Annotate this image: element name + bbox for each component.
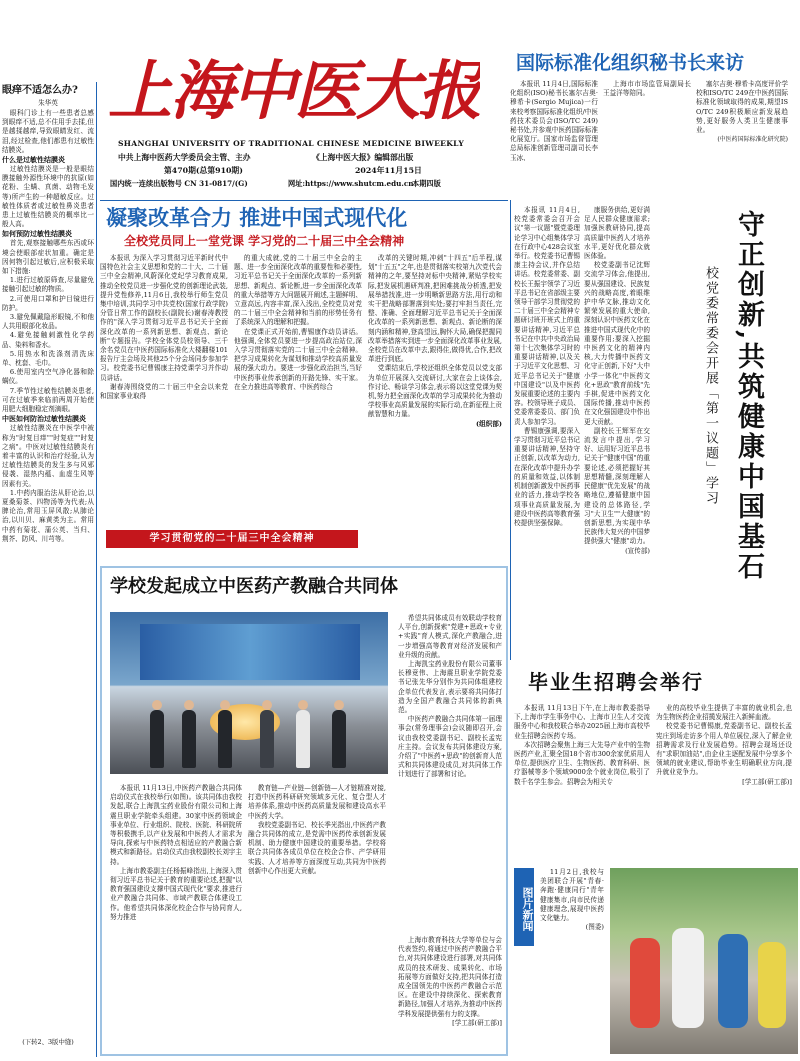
masthead-website: 网址:https://www.shutcm.edu.cn <box>288 179 414 188</box>
article-source: (图委) <box>585 923 604 932</box>
article-body: 本报讯 11月4日,国际标准化组织(ISO)秘书长塞尔吉奥·穆希卡(Sergio Mujica)一行来校考察国际标准化组织/中医药技术委员会(ISO/TC 249)秘书处,并参观中医药国际标准化展览厅。国家市场监督管理总局标准创新管理司副司长李玉冰、 <box>510 80 598 162</box>
masthead <box>100 48 480 200</box>
job-fair-article <box>514 664 800 864</box>
article-body: 本报讯 为深入学习贯彻习近平新时代中国特色社会主义思想和党的二十大、二十届三中全会精神,风蔚深化党纪学习教育成果,推动全校党员进一步强化党的创新理论武装,提升党性修养,11月6日,我校举行师生党员集中培训,共同学习中共党校(国家行政学院)分管日常工作的副校长(副院长)谢春涛教授作的"深入学习贯彻习近平总书记关于全面深化改革的一系列新思想、新观点、新论断"专题报告。学校全体党员校领导、三千余名党员在中医药国际标准化大楼翻楼101报告厅主会场及其他25个分会场同步参加学习。校党委书记曹锡康主持党课学习并作动员讲话。 <box>100 254 228 382</box>
masthead-pages: 本期四版 <box>412 179 441 188</box>
article-body: 本报讯 11月4日,校党委常委会召开会议"第一议题"暨党委理论学习中心组集体学习在行政中心428会议室举行。校党委书记曹锡康主持会议,并作总结讲话。校党委常委、副校长王振宇领学了习近平总书记在省部级主要领导干部学习贯彻党的二十届三中全会精神专题研讨班开班式上的重要讲话精神,习近平总书记在中共中央政治局第十七次集体学习时的重要讲话精神,以及关于习近平文化思想、习近平总书记关于"健康中国建设"以及中医药发展重要论述的主要内容。校领导班子成员、党委常委委员、部门负责人参加学习。 <box>514 206 580 426</box>
runner <box>758 942 786 1028</box>
column-author: 朱华英 <box>38 99 58 107</box>
article-body: 曹锡康强调,要深入学习贯彻习近平总书记重要讲话精神,坚持守正创新,以改革为动力,在深化改革中提升办学的质量和效益,以体制机制创新激发中医药事业的活力,推动学校各项事业高质量发展,为建设中医药高等教育强校提供坚强保障。 <box>514 426 580 527</box>
article-body: 业的高校毕业生提供了丰富的就业机会,也为生物医药企业招揽发展注入新鲜血液。 <box>656 704 792 722</box>
column-para: 眼科门诊上有一些患者总感到眼痒不适,总不住用手去揉,但是越揉越痒,导致眼睛发红、流泪,经过检查,他们都患有过敏性结膜炎。 <box>2 109 94 154</box>
article-source: (宣传部) <box>625 546 650 555</box>
article-headline: 学校发起成立中医药产教融合共同体 <box>110 576 398 597</box>
runners-photo <box>610 868 798 1054</box>
section-divider <box>510 200 511 660</box>
vertical-subheadline: 校党委常委会开展「第一议题」学习 <box>703 266 718 506</box>
column-title: 眼痒不适怎么办? <box>2 85 78 96</box>
masthead-cn: 国内统一连续出版物号 CN 31-0817/(G) <box>110 179 248 188</box>
article-source: [学工部(研工部)] <box>742 777 792 786</box>
community-article <box>100 566 508 1056</box>
article-source: (组织部) <box>475 419 502 428</box>
column-list-item: 6.使用室内空气净化器和除螨仪。 <box>2 368 94 386</box>
column-subhead: 如何预防过敏性结膜炎 <box>2 229 72 239</box>
picture-news <box>514 868 800 1056</box>
column-list-item: 7.季节性过敏性结膜炎患者,可在过敏季来临前两周开始使用肥大细胞稳定剂滴眼。 <box>2 386 94 414</box>
person <box>296 710 310 768</box>
article-body: 本报讯 11月13日,中医药产教融合共同体启动仪式在我校举行(如图)。该共同体由我校发起,联合上海凯宝药业股份有限公司和上海震旦职业学院牵头组建。30家中医药领域企事业单位、行业组织、院校、医院、科研院所等积极携手,以产业发展和中医药人才需求为导向,探索与中医药特点相适应的产教融合新模式和新路径。启动仪式由我校副校长刘宇主持。 <box>110 784 242 866</box>
article-body: 在党课正式开始前,曹锡康作动员讲话。他强调,全体党员要进一步提高政治站位,深入学习贯彻落实党的二十届三中全会精神。把学习成果转化为谋划和推动学校高质量发展的强大动力。要进一步强化政治担当,当好中医药事业传承创新的开路先锋、实干家。在全力推进高等教育、中医药综合 <box>234 327 362 391</box>
article-headline: 凝聚改革合力 推进中国式现代化 <box>106 205 408 230</box>
article-body: 11月2日,我校与美团联合开展"青春·奔跑·健康同行"青年健康集市,向市民传递健康理念,展现中医药文化魅力。 <box>540 868 604 923</box>
column-subhead: 什么是过敏性结膜炎 <box>2 155 65 165</box>
article-body: 本次招聘会聚焦上海三大先导产业中的生物医药产业,汇聚全国18个省市300余家优质用人单位,提供医疗卫生、生物医药、教育科研、医疗器械等多个领域9000余个就业岗位,吸引了数千名学生参会。招聘会为相关专 <box>514 740 650 786</box>
column-list-item: 5.用热水和洗涤剂清洗床单、枕套、毛巾。 <box>2 349 94 368</box>
person <box>332 710 346 768</box>
column-para: 过敏性结膜炎是一般是眼结膜接触外源性环境中的抗原(如花粉、尘螨、真菌、动物毛发等)所产生的一种超敏反应。过敏性体质者或过敏性鼻炎患者患上过敏性结膜炎的概率比一般人高。 <box>2 165 94 229</box>
article-body: 的重大成就,党的二十届三中全会的主题、进一步全面深化改革的重要性和必要性,习近平总书记关于全面深化改革的一系列新思想、新观点、新论断,进一步全面深化改革的重大举措等方大问题展开阐述,主题鲜明、立意高远,内容丰富,深入浅出,全校党员对党的二十届三中全会精神和当前的形势任务有了系统深入的理解和把握。 <box>234 254 362 327</box>
article-body: 上海市教委副主任杨振峰指出,上海深入贯彻习近平总书记关于教育的重要论述,把握"以教育强国建设支撑中国式现代化"要求,推进行业产教融合共同体、市域产教联合体建设工作。他希望共同体深化校企合作与协同育人,努力推进 <box>110 866 242 921</box>
article-body: 上海市教育科技大学等单位与会代表签约,将通过中医药产教融合平台,对共同体建设进行部署,对共同体成员的技术研发、成果转化、市场拓展等方面做好支持,把共同体打造成全国领先的中医药产教融合示范区。在建设中持续深化、探索教育新路径,加强人才培养,为推动中医药学科发展提供强有力的支撑。 <box>398 936 502 1018</box>
article-body: 改革的关键时期,冲刺"十四五"后半程,谋划"十五五"之年,也是贯彻落实校第九次党代会精神的之年,要坚持对标中央精神,紧贴学校实际,把发展机遇研判准,把困难挑战分析透,把发展举措找准,进一步明晰新思路方法,用行动和实干把战略部署落到实处;要打牢担当责任,完整、准确、全面理解习近平总书记关于全面深化改革的一系列新思想、新观点、新论断的深刻内涵和精神,登高望远,胸怀大局,确保把握同改革举措落实到进一步全面深化改革事业发展,全校党员在改革中去,跟得住,做得优,合作,把改革进行到底。 <box>368 254 502 364</box>
iso-visit-article <box>510 50 800 190</box>
article-body: 教育链—产业链—创新链—人才链精准对接,打造中医药科研研究领域多元化、复合型人才培养体系,推动中医药高质量发展和建设高水平中医药大学。 <box>248 784 386 820</box>
vertical-headline: 守正创新,共筑健康中国基石 <box>733 210 764 583</box>
person <box>182 710 196 768</box>
runner <box>672 928 704 1028</box>
masthead-date: 2024年11月15日 <box>355 166 422 175</box>
article-body: 我校党委副书记、校长季光指出,中医药产教融合共同体的成立,是党需中医药传承创新发展机制、助力健康中国建设的重要举措。学校将联合共同体各成员单位在校企合作、产学研用实践、人才培养等方面深度互动,共同为中医药创新中心作出更大贡献。 <box>248 820 386 875</box>
article-body: 校党委副书记沈辉交流学习体会,他提出,要从强国建设、民族复兴的战略高度,着眼维护中华文脉,推动文化繁荣发展的重大使命,深刻认识中医药文化在推进中国式现代化中的重要作用;要深入挖掘中医药文化的精神内核,大力传播中医药文化守正创新,下好"大中小学一体化"中医药文化+思政"教育前线"先手棋,促进中医药文化国际传播,推动中医药在文化强国建设中作出更大贡献。 <box>584 261 650 426</box>
column-para: 首先,观察接触哪些东西或环境会使眼部症状加重。确定是因何物引起过敏后,应积极采取如下措施: <box>2 239 94 276</box>
sidebar-divider <box>96 82 97 1057</box>
person <box>260 710 274 768</box>
article-source: [学工部(研工部)] <box>452 1018 502 1027</box>
column-para: 1.中药内服治法从肝论治,以夏桑菊茶、四物汤等为代表;从脾论治,常用玉屏风散;从肺论治,以川贝、麻黄类为主。常用中药有菊花、蒲公英、当归、荆芥、防风、川芎等。 <box>2 488 94 543</box>
picture-news-label: 图片新闻 <box>514 868 534 946</box>
article-source: (中医药国际标准化研究院) <box>717 136 788 144</box>
column-para: 过敏性结膜炎在中医学中被称为"时复目痒""时复症""时复之病"。中医对过敏性结膜炎有着丰富的认识和治疗经验,认为过敏性结膜炎的发生多与风邪侵袭、湿热内蕴、血虚生风等因素有关。 <box>2 424 94 488</box>
masthead-sponsor: 中共上海中医药大学委员会主管、主办 <box>118 153 251 162</box>
column-list-item: 2.可使用口罩和护目镜进行防护。 <box>2 294 94 312</box>
stage-screen <box>140 624 360 680</box>
article-body: 希望共同体成员有效联动学校育人平台,创新探索"党建+思政+专业+实践"育人模式,深化产教融合,进一步增强高等教育对经济发展和产业升级的贡献。 <box>398 614 502 659</box>
column-list-item: 3.避免佩戴隐形眼镜,不和他人共用眼部化妆品。 <box>2 313 94 331</box>
article-body: 上海市市场监管局副局长王益洋等陪同。 <box>603 80 691 98</box>
column-continue: (下转2、3版中缝) <box>22 1038 74 1046</box>
masthead-title: 上海中医大报 <box>108 54 480 129</box>
first-topic-article <box>514 206 800 656</box>
person <box>218 710 232 768</box>
person <box>150 710 164 768</box>
article-body: 康服务供给,更好满足人民群众健康需求;加强医教研协同,提高高质量中医药人才培养水平,更好优化群众就医体验。 <box>584 206 650 261</box>
topic-banner: 学习贯彻党的二十届三中全会精神 <box>106 530 358 548</box>
article-body: 塞尔吉奥·穆希卡高度评价学校和ISO/TC 249在中医药国际标准化领域取得的成果,期望ISO/TC 249积极顺应新发展趋势,更好服务人类卫生健康事业。 <box>696 80 788 135</box>
column-subhead: 中医如何防治过敏性结膜炎 <box>2 414 86 424</box>
article-body: 本报讯 11月13日下午,在上海市教委指导下,上海市学生事务中心、上海市卫生人才交流服务中心和我校联合举办2025届上海市高校毕业生招聘会医药专场。 <box>514 704 650 740</box>
masthead-issue: 第470期(总第910期) <box>164 166 243 175</box>
runner <box>718 934 748 1028</box>
article-body: 校党委书记曹锡康,党委副书记、副校长孟宪庄到场走访多个用人单位展位,深入了解企业招聘需求及行业发展趋势。招聘会现场还设有"求职加油站",由企业主逐配发展中分享多个领域的就业建议,帮助毕业生明确职业方向,提升就业竞争力。 <box>656 722 792 777</box>
article-body: 上海凯宝药业股份有限公司董事长穆竟伟、上海震旦职业学院党委书记张先华分别作为共同体组建校企单位代表发言,表示要将共同体打造为全国产教融合共同体的新典范。 <box>398 660 502 715</box>
article-body: 谢春涛围绕党的二十届三中全会以来党和国家事业取得 <box>100 382 228 401</box>
health-column <box>2 84 94 1059</box>
article-subheadline: 全校党员同上一堂党课 学习党的二十届三中全会精神 <box>124 234 405 248</box>
column-list-item: 4.避免接触刺激性化学药品、染料和香水。 <box>2 331 94 349</box>
article-body: 副校长王辉军在交流发言中提出,学习好、运用好习近平总书记关于"健康中国"的重要论述,必须把握好其思想精髓,深刻理解人民健康"优先发展"的战略地位,遵循健康中国建设的总体路径,学习"大卫生""大健康"的创新思想,为实现中华民族伟大复兴的中国梦提供强大"健康"动力。 <box>584 426 650 546</box>
reform-article <box>100 204 508 556</box>
article-body: 党课结束后,学校还组织全体党员以党支部为单位开展深入交流研讨,大家在会上谈体会,作讨论、畅谈学习体会,表示将以这堂党课为契机,努力把全面深化改革的学习成果转化为推动学校事业高质量发展的实际行动,在新征程上贡献智慧和力量。 <box>368 364 502 419</box>
masthead-editor: 《上海中医大报》编辑部出版 <box>312 153 414 162</box>
masthead-english: SHANGHAI UNIVERSITY OF TRADITIONAL CHINESE MEDICINE BIWEEKLY <box>118 139 465 148</box>
article-headline: 国际标准化组织秘书长来访 <box>516 52 745 74</box>
column-list-item: 1.进行过敏原筛查,尽量避免接触引起过敏的物质。 <box>2 276 94 294</box>
article-body: 中医药产教融合共同体第一届理事会(常务理事会)会议随即召开,会议由我校党委副书记、副校长孟宪庄主持。会议发布共同体建设方案,介绍了"中医药+思政"的创新育人范式和共同体建设成员,对共同体工作计划进行了部署和讨论。 <box>398 715 502 779</box>
section-divider <box>100 200 508 201</box>
runner <box>630 938 660 1028</box>
article-headline: 毕业生招聘会举行 <box>528 670 704 694</box>
ceremony-photo <box>110 612 388 774</box>
